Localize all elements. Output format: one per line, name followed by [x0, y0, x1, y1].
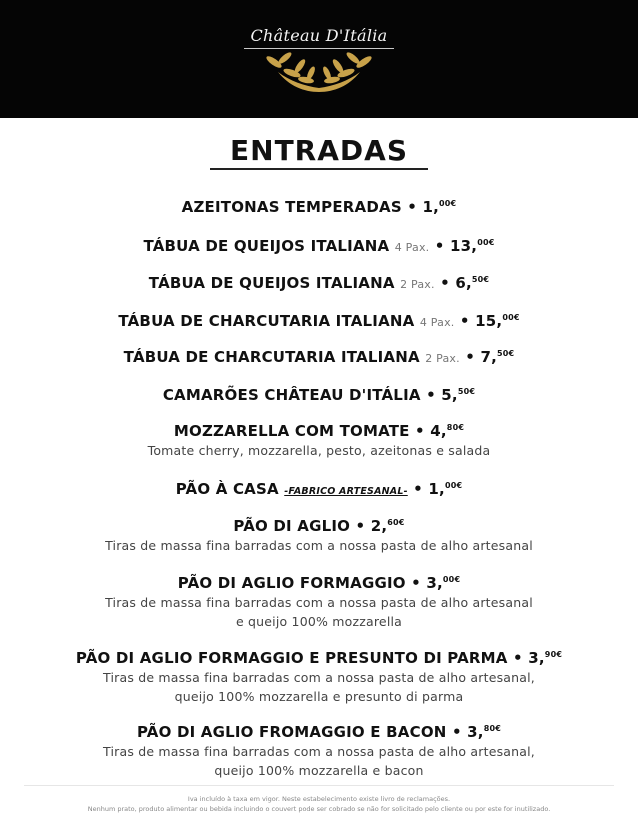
- item-name: TÁBUA DE QUEIJOS ITALIANA: [143, 237, 390, 255]
- item-pax: 2 Pax.: [425, 352, 460, 365]
- item-pax: 4 Pax.: [419, 316, 455, 329]
- header-banner: [0, 0, 638, 118]
- item-description-continued: e queijo 100% mozzarella: [235, 614, 403, 629]
- item-description-continued: queijo 100% mozzarella e presunto di parma: [174, 689, 464, 704]
- item-name: TÁBUA DE QUEIJOS ITALIANA: [148, 274, 395, 292]
- item-cents: 00€: [439, 199, 457, 208]
- menu-item: CAMARÕES CHÂTEAU D'ITÁLIA • 5,$^{50€}$: [162, 386, 476, 404]
- item-price: 3,: [528, 649, 545, 667]
- item-name: PÃO DI AGLIO FORMAGGIO E PRESUNTO DI PARMA: [75, 649, 508, 667]
- menu-item: PÃO DI AGLIO FORMAGGIO • 3,$^{00€}$ Tiras de massa fina barradas com a nossa pasta de alho artesanal e queijo 100% mozzarella: [0, 570, 638, 631]
- item-name: PÃO DI AGLIO FROMAGGIO E BACON: [136, 723, 447, 741]
- menu-item: PÃO DI AGLIO FROMAGGIO E BACON • 3,$^{80€}$ Tiras de massa fina barradas com a nossa pasta de alho artesanal, queijo 100% mozzarella e bacon: [0, 719, 638, 780]
- item-cents: 50€: [457, 387, 476, 396]
- item-price: 4,: [430, 422, 447, 440]
- logo-text: Château D'Itália: [250, 26, 388, 45]
- item-description: Tiras de massa fina barradas com a nossa pasta de alho artesanal,: [103, 670, 535, 685]
- item-name: PÃO DI AGLIO FORMAGGIO: [177, 574, 406, 592]
- item-price: 1,: [422, 198, 440, 216]
- item-description: Tiras de massa fina barradas com a nossa pasta de alho artesanal: [105, 595, 533, 610]
- menu-item: PÃO DI AGLIO FORMAGGIO E PRESUNTO DI PARMA • 3,$^{90€}$ Tiras de massa fina barradas com a nossa pasta de alho artesanal, queijo 100% mozzarella e presunto di parma: [0, 645, 638, 706]
- menu-item: MOZZARELLA COM TOMATE • 4,$^{80€}$ Tomate cherry, mozzarella, pesto, azeitonas e salada: [0, 418, 638, 460]
- item-cents: 80€: [483, 724, 502, 733]
- item-name: AZEITONAS TEMPERADAS: [181, 198, 402, 216]
- item-cents: 00€: [477, 238, 495, 247]
- item-price: 5,: [441, 386, 458, 404]
- item-name: CAMARÕES CHÂTEAU D'ITÁLIA: [162, 386, 421, 404]
- item-cents: 00€: [442, 575, 461, 584]
- item-price: 13,: [450, 237, 478, 255]
- item-tag: -FABRICO ARTESANAL-: [284, 486, 408, 497]
- item-cents: 90€: [544, 650, 563, 659]
- item-price: 3,: [426, 574, 443, 592]
- menu-item: PÃO À CASA -FABRICO ARTESANAL- • 1,$^{00€}$: [175, 480, 463, 498]
- item-cents: 80€: [446, 423, 465, 432]
- item-description: Tiras de massa fina barradas com a nossa pasta de alho artesanal: [105, 538, 533, 553]
- footer-notes: [0, 794, 638, 814]
- item-price: 15,: [475, 312, 503, 330]
- section-title: ENTRADAS: [230, 134, 408, 167]
- footer-line-2: Nenhum prato, produto alimentar ou bebida incluindo o couvert pode ser cobrado se não for solicitado pelo cliente ou por este for inutilizado.: [87, 805, 551, 813]
- item-pax: 4 Pax.: [394, 241, 430, 254]
- item-name: PÃO À CASA: [175, 480, 279, 498]
- item-price: 2,: [370, 517, 388, 535]
- menu-item: TÁBUA DE CHARCUTARIA ITALIANA 2 Pax. • 7,$^{50€}$: [123, 348, 515, 366]
- item-pax: 2 Pax.: [400, 278, 435, 291]
- item-price: 6,: [455, 274, 472, 292]
- menu-item: AZEITONAS TEMPERADAS • 1,$^{00€}$: [181, 198, 457, 216]
- item-cents: 00€: [502, 313, 520, 322]
- menu-item: TÁBUA DE QUEIJOS ITALIANA 2 Pax. • 6,$^{50€}$: [148, 274, 490, 292]
- item-cents: 50€: [497, 349, 515, 358]
- item-name: TÁBUA DE CHARCUTARIA ITALIANA: [123, 348, 420, 366]
- menu-item: TÁBUA DE QUEIJOS ITALIANA 4 Pax. • 13,$^{00€}$: [143, 237, 495, 255]
- item-description: Tiras de massa fina barradas com a nossa pasta de alho artesanal,: [103, 744, 535, 759]
- item-cents: 50€: [471, 275, 490, 284]
- item-name: PÃO DI AGLIO: [233, 517, 351, 535]
- item-cents: 00€: [444, 481, 463, 490]
- section-title-underline: [210, 168, 428, 170]
- menu-item: TÁBUA DE CHARCUTARIA ITALIANA 4 Pax. • 15,$^{00€}$: [118, 312, 520, 330]
- item-price: 3,: [467, 723, 484, 741]
- item-description: Tomate cherry, mozzarella, pesto, azeitonas e salada: [147, 443, 491, 458]
- footer-divider: [24, 785, 614, 786]
- item-price: 1,: [428, 480, 445, 498]
- menu-item: PÃO DI AGLIO • 2,$^{60€}$ Tiras de massa fina barradas com a nossa pasta de alho artesanal: [0, 513, 638, 555]
- item-price: 7,: [480, 348, 497, 366]
- item-description-continued: queijo 100% mozzarella e bacon: [214, 763, 424, 778]
- laurel-wreath-icon: [244, 48, 394, 98]
- item-cents: 60€: [387, 518, 405, 527]
- footer-line-1: Iva incluído à taxa em vigor. Neste estabelecimento existe livro de reclamações.: [187, 795, 451, 803]
- item-name: TÁBUA DE CHARCUTARIA ITALIANA: [118, 312, 415, 330]
- item-name: MOZZARELLA COM TOMATE: [173, 422, 410, 440]
